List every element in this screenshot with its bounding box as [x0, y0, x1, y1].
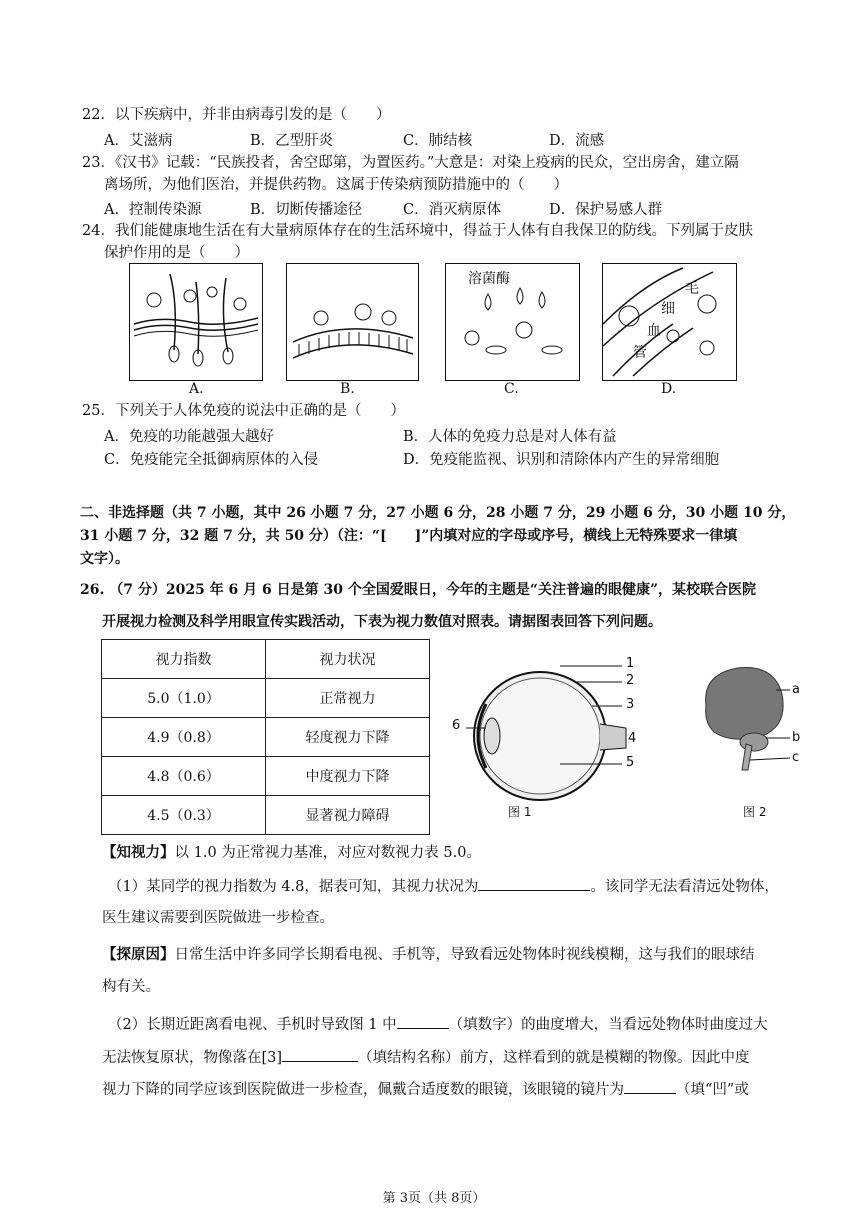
image-d-caption: D.	[661, 381, 677, 397]
brain-label-c: c	[792, 750, 800, 765]
know-vision-line	[102, 843, 481, 863]
know-vision-title: 【知视力】	[102, 844, 175, 861]
lysozyme-label: 溶菌酶	[468, 271, 510, 287]
answer-blank-structure[interactable]	[282, 1047, 358, 1062]
q25-option-a: A．免疫的功能越强大越好	[104, 429, 274, 445]
part2-text-f: （填“凹”或	[676, 1082, 749, 1098]
image-a-skin	[129, 263, 263, 381]
eye-label-3: 3	[626, 697, 635, 712]
table-row	[102, 757, 430, 796]
part1-line2: 医生建议需要到医院做进一步检查。	[102, 910, 334, 926]
brain-label-a: a	[792, 682, 800, 697]
vision-table	[101, 639, 430, 835]
cause-line2: 构有关。	[102, 979, 160, 995]
eye-label-1: 1	[626, 656, 635, 671]
skin-layer-illustration	[130, 264, 262, 380]
table-row	[102, 796, 430, 835]
part2-text-c: 无法恢复原状，物像落在[3]	[102, 1050, 283, 1066]
image-b-caption: B.	[340, 381, 355, 397]
table-cell: 中度视力下降	[266, 757, 430, 796]
cause-line1	[102, 945, 755, 965]
table-cell: 正常视力	[266, 679, 430, 718]
page-footer: 第 3页（共 8页）	[382, 1191, 486, 1206]
q25-stem: 25．下列关于人体免疫的说法中正确的是（ ）	[82, 403, 405, 419]
mucosa-illustration	[287, 264, 418, 380]
table-row	[102, 718, 430, 757]
table-row	[102, 679, 430, 718]
q23-option-a: A．控制传染源	[104, 202, 202, 218]
q26-stem-line1: 26. （7 分）2025 年 6 月 6 日是第 30 个全国爱眼日，今年的主题是“关注普遍的眼健康”，某校联合医院	[80, 582, 756, 598]
figure-2-caption: 图 2	[743, 805, 767, 819]
part1-text-b: 。该同学无法看清远处物体，	[590, 879, 779, 895]
table-header-cell: 视力指数	[102, 640, 266, 679]
part1-text-a: （1）某同学的视力指数为 4.8，据表可知，其视力状况为	[108, 879, 479, 895]
answer-blank-lens[interactable]	[624, 1079, 676, 1094]
q23-option-d: D．保护易感人群	[549, 202, 663, 218]
part2-text-d: （填结构名称）前方，这样看到的就是模糊的物像。因此中度	[358, 1050, 750, 1066]
table-header-row	[102, 640, 430, 679]
lysozyme-illustration	[446, 264, 579, 380]
table-cell: 4.8（0.6）	[102, 757, 266, 796]
capillary-label-2: 细	[661, 301, 675, 317]
part2-line3	[102, 1079, 749, 1100]
q26-stem-line2: 开展视力检测及科学用眼宣传实践活动，下表为视力数值对照表。请据图表回答下列问题。	[102, 614, 662, 630]
capillary-label-1: 毛	[685, 281, 699, 297]
figure-1-eyeball	[440, 652, 650, 824]
table-cell: 5.0（1.0）	[102, 679, 266, 718]
capillary-label-3: 血	[647, 323, 661, 339]
q23-stem-line1: 23．《汉书》记载：“民族投者，舍空邸第，为置医药。”大意是：对染上疫病的民众，空出房舍，建立隔	[82, 155, 739, 171]
part1-line1	[108, 876, 779, 897]
q23-option-c: C．消灭病原体	[403, 202, 502, 218]
section2-heading-line2: 31 小题 7 分，32 题 7 分，共 50 分）（注：“[ ]”内填对应的字母或序号，横线上无特殊要求一律填	[80, 528, 738, 544]
image-c-lysozyme	[445, 263, 580, 381]
q24-stem-line1: 24．我们能健康地生活在有大量病原体存在的生活环境中，得益于人体有自我保卫的防线。下列属于皮肤	[82, 223, 753, 239]
image-a-caption: A.	[189, 381, 204, 397]
q25-option-c: C．免疫能完全抵御病原体的入侵	[104, 452, 319, 468]
q23-stem-line2: 离场所，为他们医治，并提供药物。这属于传染病预防措施中的（ ）	[104, 177, 568, 193]
eye-label-4: 4	[628, 731, 637, 746]
brain-label-b: b	[792, 730, 801, 745]
part2-text-e: 视力下降的同学应该到医院做进一步检查，佩戴合适度数的眼镜，该眼镜的镜片为	[102, 1082, 624, 1098]
part2-line2	[102, 1047, 750, 1068]
table-cell: 4.9（0.8）	[102, 718, 266, 757]
table-cell: 轻度视力下降	[266, 718, 430, 757]
q25-option-b: B．人体的免疫力总是对人体有益	[403, 429, 617, 445]
table-cell: 4.5（0.3）	[102, 796, 266, 835]
q24-stem-line2: 保护作用的是（ ）	[104, 245, 249, 261]
image-b-mucosa	[286, 263, 419, 381]
cause-text-a: 日常生活中许多同学长期看电视、手机等，导致看远处物体时视线模糊，这与我们的眼球结	[174, 947, 755, 963]
q22-option-a: A．艾滋病	[104, 133, 173, 149]
answer-blank-vision-status[interactable]	[478, 876, 590, 891]
capillary-illustration	[603, 264, 736, 380]
table-cell: 显著视力障碍	[266, 796, 430, 835]
q22-option-b: B．乙型肝炎	[250, 133, 334, 149]
part2-text-b: （填数字）的曲度增大，当看远处物体时曲度过大	[448, 1017, 768, 1033]
figure-1-caption: 图 1	[508, 805, 532, 819]
cause-title: 【探原因】	[102, 946, 175, 963]
eye-label-5: 5	[626, 755, 635, 770]
q22-option-d: D．流感	[549, 133, 605, 149]
figure-2-brain	[692, 660, 812, 780]
table-header-cell: 视力状况	[266, 640, 430, 679]
capillary-label-4: 管	[633, 345, 647, 361]
image-c-caption: C.	[504, 381, 519, 397]
part2-line1	[108, 1014, 768, 1035]
part2-text-a: （2）长期近距离看电视、手机时导致图 1 中	[108, 1017, 397, 1033]
q25-option-d: D．免疫能监视、识别和清除体内产生的异常细胞	[403, 452, 720, 468]
q22-option-c: C．肺结核	[403, 133, 473, 149]
section2-heading-line1: 二、非选择题（共 7 小题，其中 26 小题 7 分，27 小题 6 分，28 小题 7 分，29 小题 6 分，30 小题 10 分，	[80, 505, 796, 521]
eyeball-illustration	[440, 652, 650, 824]
section2-heading-line3: 文字）。	[80, 551, 129, 567]
image-d-capillary	[602, 263, 737, 381]
know-vision-text: 以 1.0 为正常视力基准，对应对数视力表 5.0。	[174, 845, 481, 861]
eye-label-6: 6	[452, 718, 461, 733]
eye-label-2: 2	[626, 673, 635, 688]
q23-option-b: B．切断传播途径	[250, 202, 363, 218]
q22-stem: 22．以下疾病中，并非由病毒引发的是（ ）	[82, 107, 391, 123]
answer-blank-number[interactable]	[397, 1014, 449, 1029]
